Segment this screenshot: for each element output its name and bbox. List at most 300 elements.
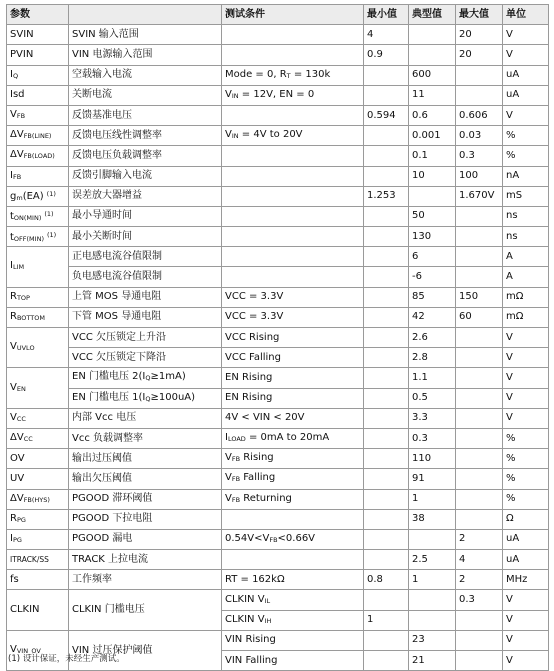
header-typ: 典型值 [409,5,456,25]
cell-text: 最小导通时间 [72,210,132,222]
cell-subscript: Q [145,394,151,403]
cell-text: 反馈电压线性调整率 [72,129,162,141]
table-cell [456,408,503,428]
table-cell [409,428,456,448]
cell-text: TRACK 上拉电流 [72,553,149,565]
cell-text: VCC = 3.3V [225,291,284,303]
table-cell [503,146,549,166]
table-cell [364,85,409,105]
cell-text: VCC Falling [225,351,281,363]
table-cell [503,509,549,529]
table-row [7,509,549,529]
cell-subscript: LOAD [227,435,246,444]
table-cell [409,509,456,529]
table-cell [222,489,364,509]
table-cell [409,388,456,408]
table-cell [364,287,409,307]
cell-subscript: LIM [12,263,25,272]
cell-text: 21 [412,654,425,666]
table-cell [503,408,549,428]
table-cell [409,146,456,166]
table-row [7,449,549,469]
table-cell [409,570,456,590]
table-cell [7,630,69,670]
table-cell [364,227,409,247]
cell-text: 关断电流 [72,89,112,101]
table-cell [409,368,456,388]
cell-text-suffix: Rising [240,452,274,464]
table-cell [69,126,222,146]
cell-text: 内部 Vcc 电压 [72,412,137,424]
cell-subscript: Q [12,71,19,80]
cell-text: MHz [506,573,528,585]
cell-text: 1.253 [367,190,396,202]
table-cell [503,590,549,610]
table-cell [69,489,222,509]
table-cell [409,590,456,610]
cell-text: 2.8 [412,351,428,363]
table-cell [222,368,364,388]
table-cell [364,25,409,45]
cell-text: t [10,211,14,223]
cell-subscript: PG [12,535,22,544]
table-cell [7,247,69,287]
cell-subscript: IH [264,616,272,625]
table-row [7,247,549,267]
table-cell [7,227,69,247]
cell-text: 2.5 [412,553,428,565]
cell-subscript: UVLO [16,344,35,353]
table-cell [7,146,69,166]
table-row [7,85,549,105]
cell-text: 4 [367,28,374,40]
cell-text: 4 [459,553,466,565]
table-cell [503,166,549,186]
table-cell [7,45,69,65]
table-cell [456,550,503,570]
cell-text: V [506,634,513,646]
cell-text: V [10,341,17,353]
cell-text: 130 [412,230,432,242]
table-cell [222,630,364,650]
table-cell [7,550,69,570]
table-row [7,146,549,166]
table-cell [7,166,69,186]
cell-subscript: PG [16,515,26,524]
cell-subscript: IL [264,596,271,605]
cell-text: UV [10,472,25,484]
table-cell [69,348,222,368]
header-unit: 单位 [503,5,549,25]
cell-text: R [10,512,17,524]
table-cell [222,227,364,247]
table-cell [503,489,549,509]
table-row [7,65,549,85]
table-cell [364,408,409,428]
table-row [7,630,549,650]
cell-text: VCC Rising [225,331,280,343]
table-cell [69,186,222,206]
cell-text: 反馈基准电压 [72,109,132,121]
cell-text: ΔV [10,149,24,161]
cell-text: 0.606 [459,109,488,121]
cell-text-suffix: Falling [240,472,276,484]
table-cell [7,206,69,226]
cell-text: CLKIN [10,604,40,616]
table-cell [222,651,364,671]
cell-text: EN Rising [225,392,273,404]
cell-text: V [506,28,513,40]
table-cell [503,449,549,469]
table-cell [222,610,364,630]
cell-text: uA [506,553,520,565]
table-row [7,348,549,368]
table-cell [222,105,364,125]
table-cell [503,206,549,226]
table-cell [409,529,456,549]
table-cell [7,408,69,428]
table-row [7,428,549,448]
table-cell [69,105,222,125]
table-cell [222,247,364,267]
table-row [7,186,549,206]
table-cell [409,328,456,348]
table-cell [69,509,222,529]
table-row [7,550,549,570]
cell-text: mΩ [506,291,524,303]
cell-text: V [225,88,232,100]
cell-text: CLKIN V [225,593,265,605]
table-cell [222,348,364,368]
cell-text: VCC = 3.3V [225,311,284,323]
table-cell [456,489,503,509]
table-cell [409,489,456,509]
table-cell [503,550,549,570]
table-cell [222,267,364,287]
table-cell [364,449,409,469]
table-cell [69,25,222,45]
cell-text: VIN 过压保护阈值 [72,644,153,656]
table-cell [503,247,549,267]
cell-text: V [506,331,513,343]
table-cell [456,529,503,549]
table-cell [503,570,549,590]
table-cell [456,45,503,65]
cell-subscript: FB [231,495,241,504]
table-cell [69,428,222,448]
cell-text: 0.3 [459,594,475,606]
cell-text: uA [506,89,520,101]
cell-subscript: FB [269,535,278,544]
table-cell [222,469,364,489]
table-cell [69,146,222,166]
table-cell [7,489,69,509]
header-param: 参数 [7,5,69,25]
table-cell [69,368,222,388]
header-max: 最大值 [456,5,503,25]
table-cell [364,590,409,610]
table-cell [7,126,69,146]
cell-text: 85 [412,291,425,303]
cell-subscript: EN [16,384,26,393]
cell-text: 负电感电流谷值限制 [72,271,162,283]
table-cell [69,166,222,186]
table-cell [456,105,503,125]
table-cell [222,65,364,85]
cell-text: 2 [459,573,466,585]
table-cell [503,328,549,348]
cell-text: 输出过压阈值 [72,452,132,464]
table-cell [364,630,409,650]
table-cell [364,206,409,226]
table-cell [409,651,456,671]
cell-text: ns [506,210,518,222]
table-cell [364,489,409,509]
cell-text: VIN 电源输入范围 [72,48,153,60]
table-cell [364,186,409,206]
table-cell [69,227,222,247]
cell-text: ΔV [10,129,24,141]
table-cell [503,388,549,408]
table-cell [222,550,364,570]
table-cell [503,267,549,287]
cell-text: 0.594 [367,109,396,121]
cell-text: mS [506,190,523,202]
cell-text: 4V < VIN < 20V [225,412,305,424]
table-cell [409,630,456,650]
table-cell [456,428,503,448]
cell-text: fs [10,573,19,585]
table-cell [222,449,364,469]
table-row [7,469,549,489]
table-row [7,45,549,65]
cell-text: 1 [367,614,374,626]
cell-text: 3.3 [412,412,428,424]
cell-text: 23 [412,634,425,646]
table-cell [456,610,503,630]
cell-text: 下管 MOS 导通电阻 [72,311,162,323]
table-cell [456,368,503,388]
table-cell [222,570,364,590]
table-cell [7,287,69,307]
cell-text: VCC 欠压锁定下降沿 [72,351,166,363]
table-cell [409,105,456,125]
table-cell [456,328,503,348]
table-cell [409,287,456,307]
cell-text: PVIN [10,48,34,60]
table-cell [456,25,503,45]
cell-text: V [506,109,513,121]
cell-text: 1 [412,493,419,505]
table-cell [364,428,409,448]
table-cell [503,85,549,105]
cell-subscript: BOTTOM [16,313,45,322]
cell-text: % [506,432,516,444]
table-cell [364,651,409,671]
table-cell [503,368,549,388]
cell-text: VIN Rising [225,634,276,646]
cell-text: CLKIN 门槛电压 [72,604,145,616]
table-cell [456,126,503,146]
cell-text: 11 [412,89,425,101]
cell-text: uA [506,533,520,545]
table-cell [222,186,364,206]
cell-subscript: CC [16,414,26,423]
table-cell [364,267,409,287]
table-cell [409,186,456,206]
cell-text: V [225,492,232,504]
table-row [7,368,549,388]
table-cell [364,126,409,146]
cell-text: 20 [459,28,472,40]
table-cell [69,550,222,570]
cell-text: Mode = 0, R [225,68,287,80]
table-cell [456,570,503,590]
cell-text: OV [10,452,25,464]
cell-text: 0.6 [412,109,428,121]
cell-text: VCC 欠压锁定上升沿 [72,331,166,343]
table-cell [222,388,364,408]
cell-text: ns [506,230,518,242]
table-cell [456,267,503,287]
header-test-conditions: 测试条件 [222,5,364,25]
table-cell [7,25,69,45]
cell-text: 42 [412,311,425,323]
cell-note-ref: (1) [46,190,56,199]
table-row [7,590,549,610]
table-cell [456,348,503,368]
table-cell [409,307,456,327]
cell-text: 91 [412,472,425,484]
cell-subscript: IN [231,132,239,141]
table-cell [409,227,456,247]
table-cell [364,328,409,348]
cell-text: 0.54V<V [225,532,270,544]
cell-text: t [10,231,14,243]
cell-subscript: FB [231,455,241,464]
cell-text: 工作频率 [72,573,112,585]
table-cell [7,328,69,368]
cell-text: V [10,381,17,393]
cell-text: mΩ [506,311,524,323]
table-cell [69,247,222,267]
cell-subscript: OFF(MIN) [13,234,44,243]
table-cell [503,25,549,45]
cell-text: I [10,532,13,544]
table-row [7,105,549,125]
table-cell [364,550,409,570]
cell-text: PGOOD 下拉电阻 [72,513,153,525]
table-row [7,489,549,509]
table-cell [456,85,503,105]
table-cell [222,590,364,610]
table-cell [456,206,503,226]
cell-text: V [506,654,513,666]
table-cell [364,45,409,65]
cell-text: 0.03 [459,129,482,141]
cell-text: R [10,290,17,302]
table-cell [409,45,456,65]
cell-text: RT = 162kΩ [225,573,285,585]
cell-text: 10 [412,170,425,182]
table-cell [69,630,222,670]
table-cell [503,287,549,307]
cell-text: 0.3 [412,432,428,444]
cell-text: 50 [412,210,425,222]
cell-text-suffix: = 130k [290,68,331,80]
table-cell [69,65,222,85]
table-cell [364,509,409,529]
table-cell [456,65,503,85]
table-cell [409,85,456,105]
table-cell [409,348,456,368]
table-cell [222,146,364,166]
cell-text-suffix: = 12V, EN = 0 [238,88,315,100]
cell-text: Vcc 负载调整率 [72,432,144,444]
cell-subscript: Q [145,374,151,383]
cell-text: % [506,493,516,505]
cell-subscript: CC [23,435,33,444]
table-cell [456,509,503,529]
table-cell [409,267,456,287]
cell-text: V [10,411,17,423]
table-cell [7,85,69,105]
cell-text: 反馈引脚输入电流 [72,170,152,182]
cell-subscript: FB(LOAD) [23,152,55,161]
cell-text-suffix: ≥100uA) [150,391,196,403]
table-row [7,408,549,428]
table-cell [364,529,409,549]
cell-text: 0.1 [412,149,428,161]
table-cell [456,630,503,650]
table-cell [409,610,456,630]
table-cell [364,570,409,590]
table-cell [7,590,69,630]
cell-text: 150 [459,291,479,303]
cell-text: 2 [459,533,466,545]
table-cell [222,428,364,448]
table-cell [364,65,409,85]
table-row [7,25,549,45]
table-cell [7,449,69,469]
table-cell [364,166,409,186]
cell-text: 20 [459,48,472,60]
table-cell [7,368,69,408]
table-cell [456,388,503,408]
table-cell [503,227,549,247]
cell-subscript: ON(MIN) [13,214,42,223]
table-cell [69,287,222,307]
table-cell [222,85,364,105]
cell-subscript: m [16,194,23,203]
cell-subscript: VIN_OV [16,647,41,655]
table-cell [503,529,549,549]
cell-text: A [506,250,513,262]
table-cell [69,408,222,428]
cell-text: Isd [10,89,25,101]
table-cell [7,65,69,85]
table-cell [222,166,364,186]
table-cell [409,408,456,428]
cell-text: 6 [412,250,419,262]
cell-text: 60 [459,311,472,323]
cell-text: % [506,472,516,484]
table-cell [69,85,222,105]
table-cell [503,45,549,65]
table-cell [456,227,503,247]
cell-subscript: T [286,71,291,80]
cell-text: PGOOD 漏电 [72,533,133,545]
